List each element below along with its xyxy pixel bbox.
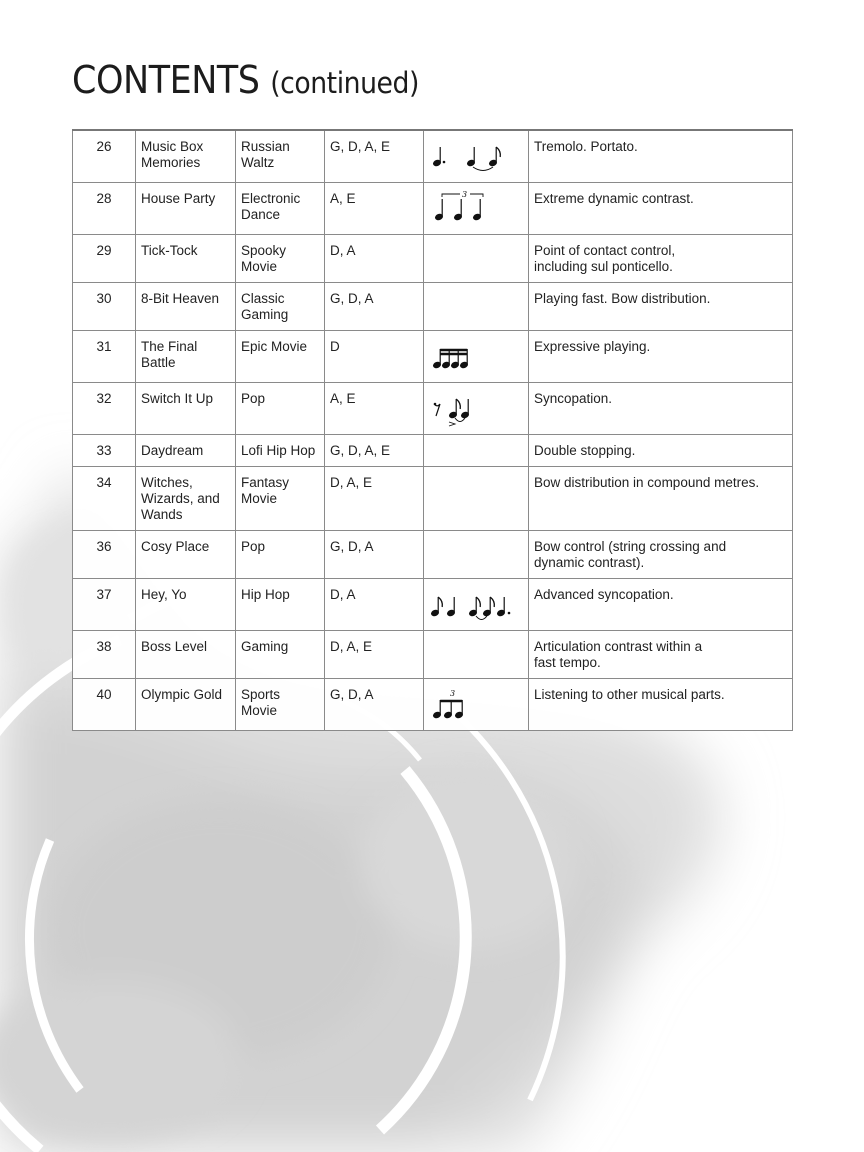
page-number: 34 [73, 467, 136, 531]
page-number: 32 [73, 383, 136, 435]
technique-focus: Listening to other musical parts. [529, 679, 793, 731]
piece-title: Switch It Up [136, 383, 236, 435]
rhythm-cell [424, 467, 529, 531]
eighth-note-triplet-rhythm-icon [429, 687, 525, 723]
rhythm-cell [424, 235, 529, 283]
strings-used: D, A [325, 235, 424, 283]
page-number: 36 [73, 531, 136, 579]
strings-used: G, D, A, E [325, 435, 424, 467]
technique-focus: Double stopping. [529, 435, 793, 467]
music-style: Gaming [236, 631, 325, 679]
piece-title: The Final Battle [136, 331, 236, 383]
music-style: Russian Waltz [236, 130, 325, 183]
four-sixteenth-notes-rhythm-icon [429, 339, 525, 375]
page-number: 30 [73, 283, 136, 331]
piece-title: Boss Level [136, 631, 236, 679]
quarter-note-triplet-rhythm-icon [429, 191, 525, 227]
strings-used: D, A, E [325, 631, 424, 679]
piece-title: Hey, Yo [136, 579, 236, 631]
music-style: Electronic Dance [236, 183, 325, 235]
piece-title: Witches, Wizards, and Wands [136, 467, 236, 531]
page-number: 37 [73, 579, 136, 631]
page-number: 40 [73, 679, 136, 731]
strings-used: A, E [325, 183, 424, 235]
technique-focus: Playing fast. Bow distribution. [529, 283, 793, 331]
strings-used: G, D, A [325, 679, 424, 731]
rhythm-cell [424, 130, 529, 183]
rhythm-cell [424, 331, 529, 383]
rhythm-cell [424, 183, 529, 235]
piece-title: Cosy Place [136, 531, 236, 579]
page-number: 26 [73, 130, 136, 183]
music-style: Lofi Hip Hop [236, 435, 325, 467]
piece-title: 8-Bit Heaven [136, 283, 236, 331]
rhythm-cell [424, 579, 529, 631]
page-number: 38 [73, 631, 136, 679]
rhythm-cell [424, 531, 529, 579]
table-row [73, 383, 793, 435]
title-main: CONTENTS [72, 58, 260, 102]
table-row [73, 531, 793, 579]
rhythm-cell [424, 679, 529, 731]
triplet-label: 3 [462, 190, 468, 199]
music-style: Sports Movie [236, 679, 325, 731]
page-number: 31 [73, 331, 136, 383]
music-style: Fantasy Movie [236, 467, 325, 531]
technique-focus: Articulation contrast within a fast tempo. [529, 631, 793, 679]
table-row [73, 235, 793, 283]
syncopated-eighths-tied-dotted-quarter-rhythm-icon [429, 587, 525, 623]
title-subtitle: (continued) [270, 66, 419, 100]
strings-used: G, D, A [325, 531, 424, 579]
page-number: 29 [73, 235, 136, 283]
page-number: 33 [73, 435, 136, 467]
table-row [73, 579, 793, 631]
technique-focus: Bow distribution in compound metres. [529, 467, 793, 531]
strings-used: G, D, A [325, 283, 424, 331]
technique-focus: Expressive playing. [529, 331, 793, 383]
page-title [72, 58, 419, 102]
technique-focus: Advanced syncopation. [529, 579, 793, 631]
technique-focus: Extreme dynamic contrast. [529, 183, 793, 235]
table-row [73, 467, 793, 531]
strings-used: A, E [325, 383, 424, 435]
technique-focus: Syncopation. [529, 383, 793, 435]
table-row [73, 435, 793, 467]
table-row [73, 679, 793, 731]
technique-focus: Point of contact control, including sul ponticello. [529, 235, 793, 283]
piece-title: Tick-Tock [136, 235, 236, 283]
music-style: Hip Hop [236, 579, 325, 631]
triplet-label: 3 [450, 689, 456, 698]
rhythm-cell [424, 435, 529, 467]
piece-title: Music Box Memories [136, 130, 236, 183]
music-style: Spooky Movie [236, 235, 325, 283]
piece-title: Olympic Gold [136, 679, 236, 731]
eighth-rest-accented-eighth-tied-quarter-rhythm-icon [429, 391, 525, 427]
page-number: 28 [73, 183, 136, 235]
rhythm-cell [424, 283, 529, 331]
table-row [73, 283, 793, 331]
dotted-quarter-quarter-tied-eighth-rhythm-icon [429, 139, 525, 175]
table-row [73, 331, 793, 383]
music-style: Epic Movie [236, 331, 325, 383]
table-row [73, 183, 793, 235]
piece-title: House Party [136, 183, 236, 235]
music-style: Classic Gaming [236, 283, 325, 331]
music-style: Pop [236, 383, 325, 435]
strings-used: G, D, A, E [325, 130, 424, 183]
strings-used: D, A, E [325, 467, 424, 531]
contents-table [72, 129, 793, 731]
piece-title: Daydream [136, 435, 236, 467]
rhythm-cell [424, 383, 529, 435]
strings-used: D, A [325, 579, 424, 631]
table-row [73, 130, 793, 183]
strings-used: D [325, 331, 424, 383]
music-style: Pop [236, 531, 325, 579]
technique-focus: Tremolo. Portato. [529, 130, 793, 183]
technique-focus: Bow control (string crossing and dynamic contrast). [529, 531, 793, 579]
rhythm-cell [424, 631, 529, 679]
table-row [73, 631, 793, 679]
